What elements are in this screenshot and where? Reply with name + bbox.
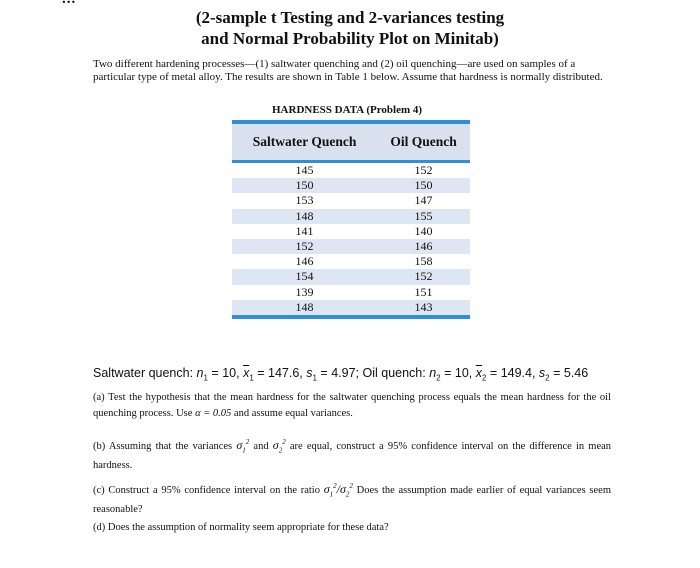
oil-cell: 147	[414, 193, 433, 208]
oil-cell: 152	[414, 269, 433, 284]
saltwater-cell: 148	[232, 300, 377, 317]
table-header-row	[232, 122, 470, 162]
saltwater-cell: 141	[295, 223, 314, 238]
oil-cell: 158	[414, 254, 433, 269]
saltwater-cell: 154	[295, 269, 314, 284]
saltwater-cell: 148	[295, 208, 314, 223]
saltwater-cell: 152	[295, 239, 314, 254]
table-row	[232, 254, 470, 269]
oil-cell: 151	[414, 284, 433, 299]
table-row	[232, 193, 470, 208]
sd2-value: 5.46	[563, 366, 589, 380]
saltwater-cell: 139	[295, 284, 314, 299]
oil-stats-label: Oil quench:	[362, 366, 426, 380]
oil-cell: 152	[414, 163, 433, 178]
alpha-value: α = 0.05	[195, 408, 232, 419]
question-c-tail: Does the assumption made earlier of equal variances seem reasonable?	[93, 485, 611, 516]
table-row	[232, 239, 470, 254]
table-row	[232, 285, 470, 300]
saltwater-cell: 145	[295, 163, 314, 178]
saltwater-cell: 150	[295, 178, 314, 193]
sigma2-squared: $\sigma_2^2$	[272, 438, 286, 455]
intro-paragraph: Two different hardening processes—(1) saltwater quenching and (2) oil quenching—are used on samples of a particular type of metal alloy. The results are shown in Table 1 below. Assume that hardness is normally distributed.	[93, 58, 603, 83]
mean1-value: 147.6	[268, 366, 300, 380]
n2-value: 10	[454, 366, 469, 380]
question-b	[93, 434, 611, 474]
saltwater-cell: 153	[295, 193, 314, 208]
page-title-line-2: and Normal Probability Plot on Minitab)	[201, 29, 499, 48]
oil-cell: 146	[414, 239, 433, 254]
oil-cell: 155	[414, 208, 433, 223]
hardness-data-table	[232, 120, 470, 319]
n1-value: 10	[222, 366, 237, 380]
saltwater-cell: 146	[295, 254, 314, 269]
sigma1-squared: $\sigma_1^2$	[236, 438, 250, 455]
question-b-and: and	[253, 441, 269, 452]
summary-statistics: Saltwater quench: $n_1 = 10$, $\overline{x}_1 = 147.6$, $s_1 = 4.97$; Oil quench: $n_2 = 10$, $\overline{x}_2 = 149.4$, $s_2 = 5.46$	[93, 366, 589, 383]
column-header-saltwater: Saltwater Quench	[232, 122, 377, 162]
table-caption: HARDNESS DATA (Problem 4)	[272, 104, 423, 116]
column-header-oil: Oil Quench	[377, 122, 470, 162]
question-a-tail: and assume equal variances.	[233, 408, 353, 419]
table-row	[232, 162, 470, 179]
question-c	[93, 478, 611, 518]
question-a-text: (a) Test the hypothesis that the mean hardness for the saltwater quenching process equals the mean hardness for the oil quenching process. Use	[93, 392, 611, 419]
question-a	[93, 390, 611, 422]
question-b-tail: are equal, construct a 95% confidence interval on the difference in mean hardness.	[93, 441, 612, 472]
saltwater-stats-label: Saltwater quench:	[93, 366, 194, 380]
page-title-line-1: (2-sample t Testing and 2-variances testing	[195, 8, 505, 27]
question-c-text: (c) Construct a 95% confidence interval on the ratio	[93, 485, 320, 496]
mean2-value: 149.4	[500, 366, 532, 380]
table-row	[232, 300, 470, 317]
sd1-value: 4.97	[331, 366, 356, 380]
table-row	[232, 178, 470, 193]
oil-cell: 140	[414, 223, 433, 238]
question-b-text: (b) Assuming that the variances	[93, 441, 233, 452]
table-row	[232, 209, 470, 224]
oil-cell: 150	[414, 178, 433, 193]
oil-cell: 143	[377, 300, 470, 317]
question-d: (d) Does the assumption of normality seem appropriate for these data?	[93, 522, 389, 533]
variance-ratio: $\sigma_1^2/\sigma_2^2$	[323, 482, 353, 499]
table-row	[232, 269, 470, 284]
table-row	[232, 224, 470, 239]
